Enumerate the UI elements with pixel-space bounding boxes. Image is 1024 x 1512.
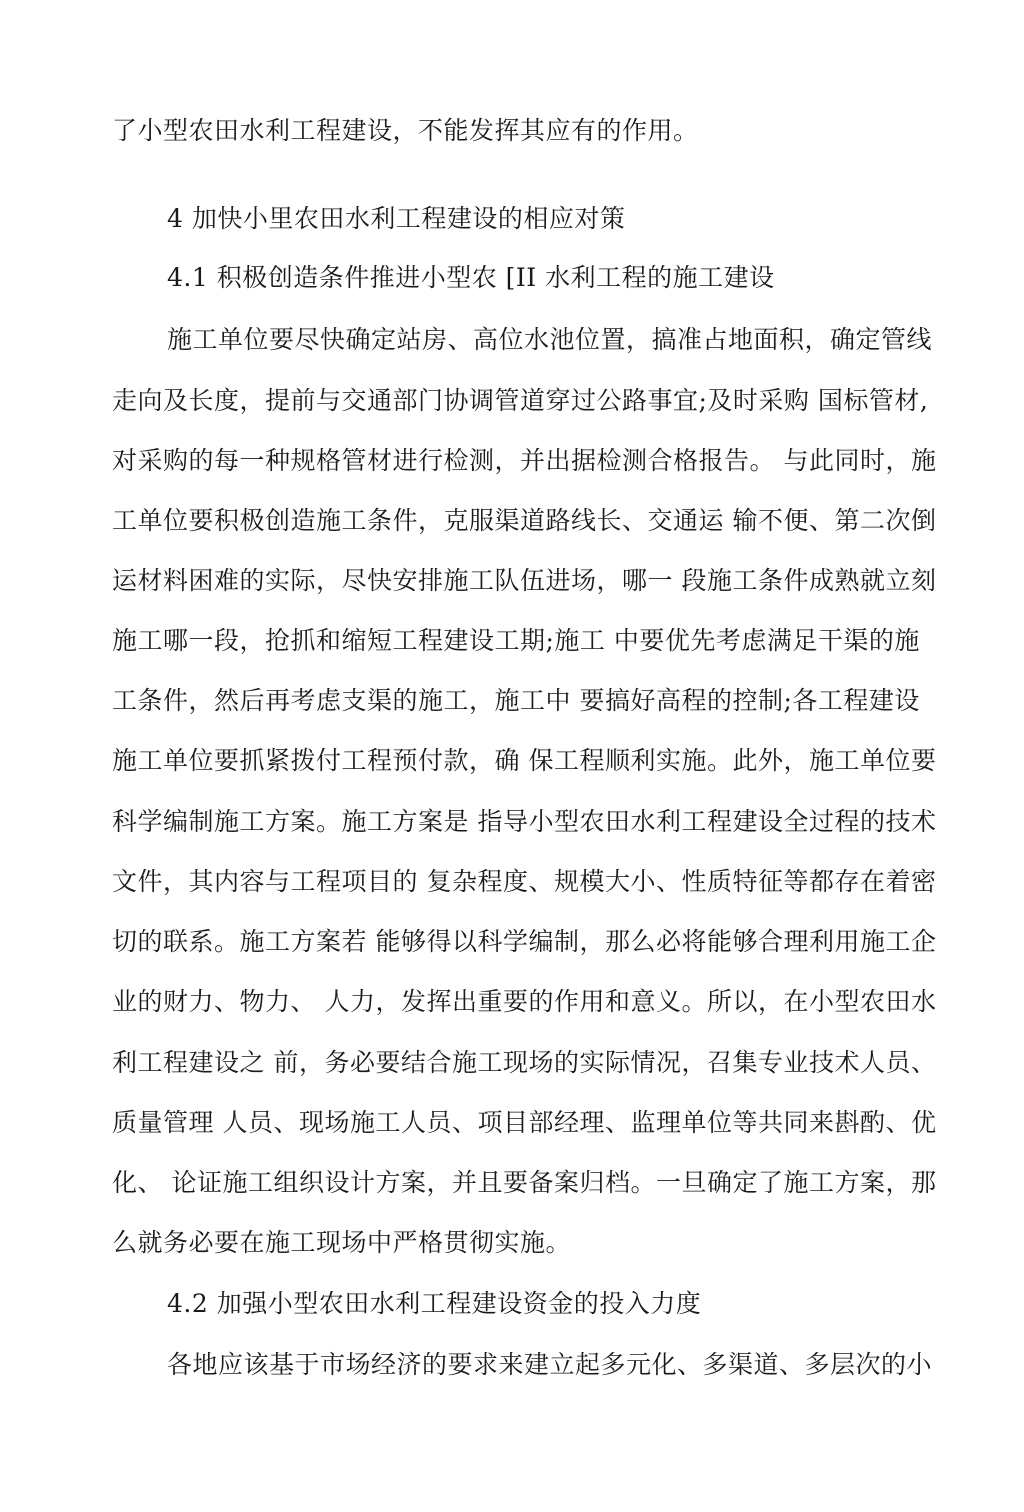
paragraph-line: 施工哪一段，抢抓和缩短工程建设工期;施工 中要优先考虑满足干渠的施 bbox=[112, 626, 920, 655]
paragraph-line: 走向及长度，提前与交通部门协调管道穿过公路事宜;及时采购 国标管材, bbox=[112, 386, 929, 415]
intro-line: 了小型农田水利工程建设，不能发挥其应有的作用。 bbox=[112, 116, 699, 145]
paragraph-line: 对采购的每一种规格管材进行检测，并出据检测合格报告。 与此同时，施 bbox=[112, 446, 937, 475]
paragraph-line: 利工程建设之 前，务必要结合施工现场的实际情况，召集专业技术人员、 bbox=[112, 1048, 937, 1077]
paragraph-line: 运材料困难的实际，尽快安排施工队伍进场，哪一 段施工条件成熟就立刻 bbox=[112, 566, 937, 595]
paragraph-line: 切的联系。施工方案若 能够得以科学编制，那么必将能够合理利用施工企 bbox=[112, 927, 937, 956]
paragraph-line: 工条件，然后再考虑支渠的施工，施工中 要搞好高程的控制;各工程建设 bbox=[112, 686, 920, 715]
section-4-heading: 4 加快小里农田水利工程建设的相应对策 bbox=[167, 204, 626, 233]
paragraph-line: 么就务必要在施工现场中严格贯彻实施。 bbox=[112, 1228, 572, 1257]
paragraph-line: 工单位要积极创造施工条件，克服渠道路线长、交通运 输不便、第二次倒 bbox=[112, 506, 937, 535]
paragraph-line: 化、 论证施工组织设计方案，并且要备案归档。一旦确定了施工方案，那 bbox=[112, 1168, 937, 1197]
paragraph-line: 业的财力、物力、 人力，发挥出重要的作用和意义。所以，在小型农田水 bbox=[112, 987, 937, 1016]
section-4-1-heading: 4.1 积极创造条件推进小型农 [II 水利工程的施工建设 bbox=[167, 263, 775, 292]
paragraph-line: 施工单位要抓紧拨付工程预付款，确 保工程顺利实施。此外，施工单位要 bbox=[112, 746, 937, 775]
paragraph-line: 科学编制施工方案。施工方案是 指导小型农田水利工程建设全过程的技术 bbox=[112, 807, 937, 836]
paragraph-line: 施工单位要尽快确定站房、高位水池位置，搞准占地面积，确定管线 bbox=[167, 325, 933, 354]
paragraph-line: 质量管理 人员、现场施工人员、项目部经理、监理单位等共同来斟酌、优 bbox=[112, 1108, 937, 1137]
paragraph-line: 各地应该基于市场经济的要求来建立起多元化、多渠道、多层次的小 bbox=[167, 1350, 933, 1379]
section-4-2-heading: 4.2 加强小型农田水利工程建设资金的投入力度 bbox=[167, 1289, 702, 1318]
paragraph-line: 文件，其内容与工程项目的 复杂程度、规模大小、性质特征等都存在着密 bbox=[112, 867, 937, 896]
